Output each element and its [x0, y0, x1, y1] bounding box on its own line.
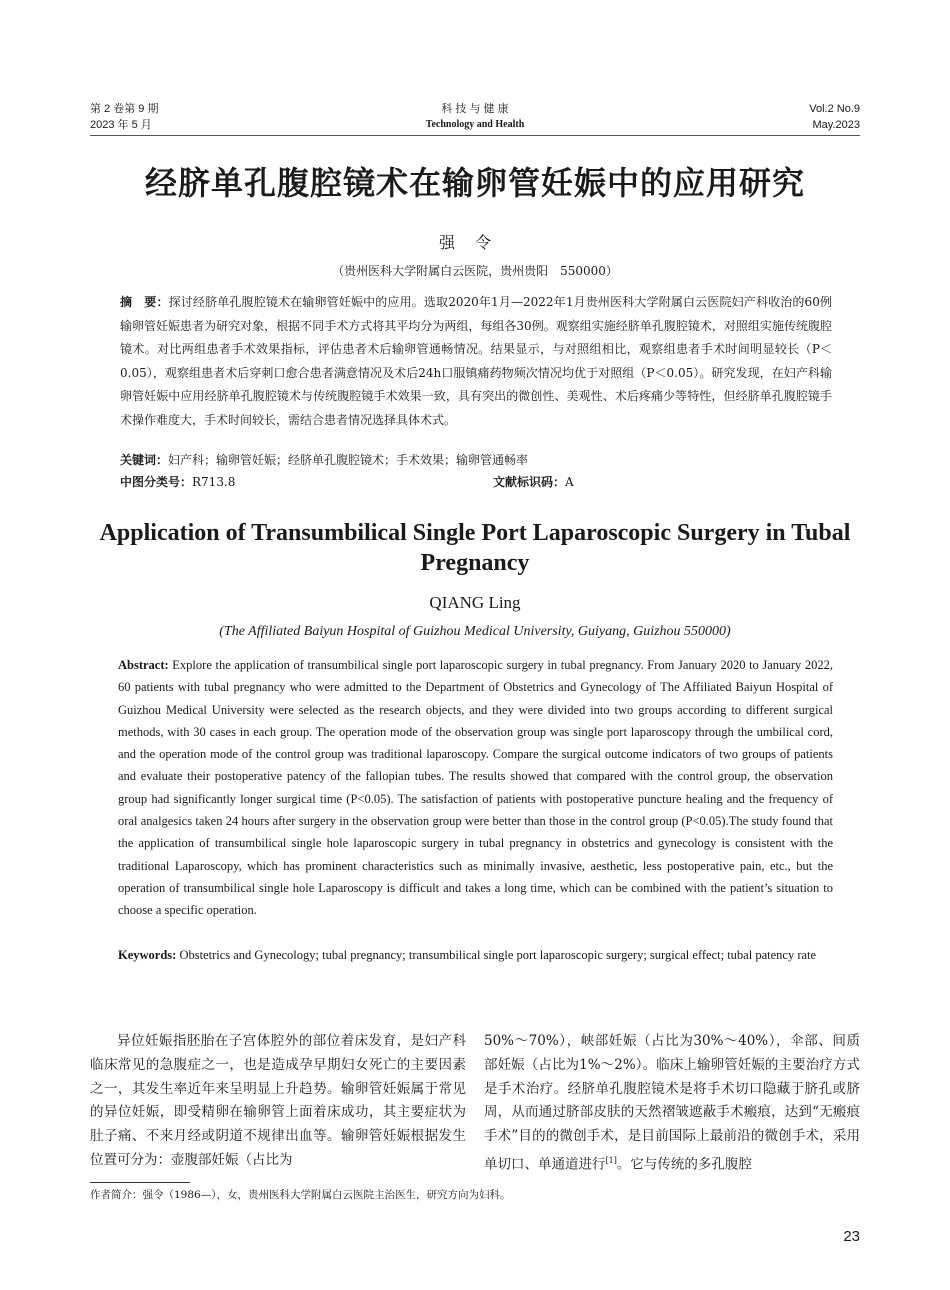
- document-code: [493, 472, 574, 492]
- affiliation-cn: （贵州医科大学附属白云医院，贵州贵阳 550000）: [332, 264, 618, 278]
- citation-ref: [1]: [605, 1155, 617, 1165]
- header-date-en: May.2023: [812, 119, 860, 131]
- clc-label: 中图分类号：: [120, 475, 193, 489]
- header-journal: [0, 101, 950, 133]
- classification-number: [120, 472, 235, 492]
- body-column-left: 异位妊娠指胚胎在子宫体腔外的部位着床发育，是妇产科临床常见的急腹症之一，也是造成孕早期妇女死亡的主要因素之一，其发生率近年来呈明显上升趋势。输卵管妊娠属于常见的异位妊娠，即受精卵在输卵管上面着床成功，其主要症状为肚子痛、不来月经或阴道不规律出血等。输卵管妊娠根据发生位置可分为：壶腹部妊娠（占比为: [90, 1033, 466, 1168]
- body-column-right: [484, 1030, 860, 1177]
- page-number: 23: [843, 1228, 860, 1245]
- article-title-cn: 经脐单孔腹腔镜术在输卵管妊娠中的应用研究: [144, 164, 805, 202]
- author-name-cn: 强令: [438, 233, 511, 252]
- doc-code-value: A: [565, 475, 574, 489]
- keywords-label-en: Keywords:: [118, 948, 177, 962]
- abstract-en: [118, 654, 833, 922]
- clc-value: R713.8: [192, 475, 236, 489]
- journal-name-en: Technology and Health: [425, 119, 525, 130]
- author-footnote: 作者简介：强令（1986—），女，贵州医科大学附属白云医院主治医生，研究方向为妇科。: [90, 1189, 511, 1201]
- header-volume-issue-en: Vol.2 No.9: [809, 103, 860, 115]
- body-right-text-b: 。它与传统的多孔腹腔: [616, 1156, 752, 1173]
- article-title-en: Application of Transumbilical Single Port Laparoscopic Surgery in Tubal Pregnancy: [99, 520, 851, 576]
- keywords-label-cn: 关键词：: [120, 453, 169, 467]
- abstract-label-cn: 摘 要：: [120, 295, 169, 309]
- doc-code-label: 文献标识码：: [493, 475, 566, 489]
- abstract-label-en: Abstract:: [118, 658, 169, 672]
- header-volume-en: [809, 101, 860, 133]
- header-rule: [90, 135, 860, 136]
- keywords-text-en: Obstetrics and Gynecology; tubal pregnancy; transumbilical single port laparoscopic surgery; surgical effect; tubal patency rate: [179, 948, 817, 962]
- journal-name-cn: 科 技 与 健 康: [441, 103, 509, 115]
- author-name-en: QIANG Ling: [429, 593, 521, 612]
- keywords-en: [118, 944, 833, 966]
- body-right-text-a: 50%～70%），峡部妊娠（占比为30%～40%），伞部、间质部妊娠（占比为1%～2%）。临床上输卵管妊娠的主要治疗方式是手术治疗。经脐单孔腹腔镜术是将手术切口隐藏于脐孔或脐周，从而通过脐部皮肤的天然褶皱遮蔽手术瘢痕，达到“无瘢痕手术”目的的微创手术，是目前国际上最前沿的微创手术，采用单切口、单通道进行: [484, 1033, 860, 1173]
- abstract-cn: [120, 291, 832, 432]
- abstract-text-cn: 探讨经脐单孔腹腔镜术在输卵管妊娠中的应用。选取2020年1月—2022年1月贵州医科大学附属白云医院妇产科收治的60例输卵管妊娠患者为研究对象，根据不同手术方式将其平均分为两组，每组各30例。观察组实施经脐单孔腹腔镜术，对照组实施传统腹腔镜术。对比两组患者手术效果指标，评估患者术后输卵管通畅情况。结果显示，与对照组相比，观察组患者手术时间明显较长（P＜0.05），观察组患者术后穿刺口愈合患者满意情况及术后24h口服镇痛药物频次情况均优于对照组（P＜0.05）。研究发现，在妇产科输卵管妊娠中应用经脐单孔腹腔镜术与传统腹腔镜手术效果一致，具有突出的微创性、美观性、术后疼痛少等特性，但经脐单孔腹腔镜手术操作难度大，手术时间较长，需结合患者情况选择具体术式。: [120, 295, 832, 427]
- keywords-cn: [120, 450, 832, 470]
- header-date: 2023 年 5 月: [90, 119, 152, 131]
- affiliation-en: (The Affiliated Baiyun Hospital of Guizhou Medical University, Guiyang, Guizhou 550000): [219, 624, 731, 639]
- footnote-rule: [90, 1182, 190, 1183]
- header-volume-issue: 第 2 卷第 9 期: [90, 103, 159, 115]
- keywords-text-cn: 妇产科；输卵管妊娠；经脐单孔腹腔镜术；手术效果；输卵管通畅率: [168, 453, 529, 467]
- abstract-text-en: Explore the application of transumbilical single port laparoscopic surgery in tubal pregnancy. From January 2020 to January 2022, 60 patients with tubal pregnancy who were admitted to the Department of Obstetrics and Gynecology of The Affiliated Baiyun Hospital of Guizhou Medical University were selected as the research objects, and they were divided into two groups according to different surgical methods, with 30 cases in each group. The operation mode of the observation group was single port laparoscopy through the umbilical cord, and the operation mode of the control group was traditional laparoscopy. Compare the surgical outcome indicators of two groups of patients and evaluate their postoperative patency of the fallopian tubes. The results showed that compared with the control group, the observation group had significantly longer surgical time (P<0.05). The satisfaction of patients with postoperative puncture healing and the frequency of oral analgesics taken 24 hours after surgery in the observation group were better than those in the control group (P<0.05).The study found that the application of transumbilical single hole laparoscopic surgery in tubal pregnancy in obstetrics and gynecology is consistent with the traditional Laparoscopy, which has prominent characteristics such as minimally invasive, aesthetic, less postoperative pain, etc., but the operation of transumbilical single hole Laparoscopy is difficult and takes a long time, which can be combined with the patient’s situation to choose a specific operation.: [118, 658, 833, 918]
